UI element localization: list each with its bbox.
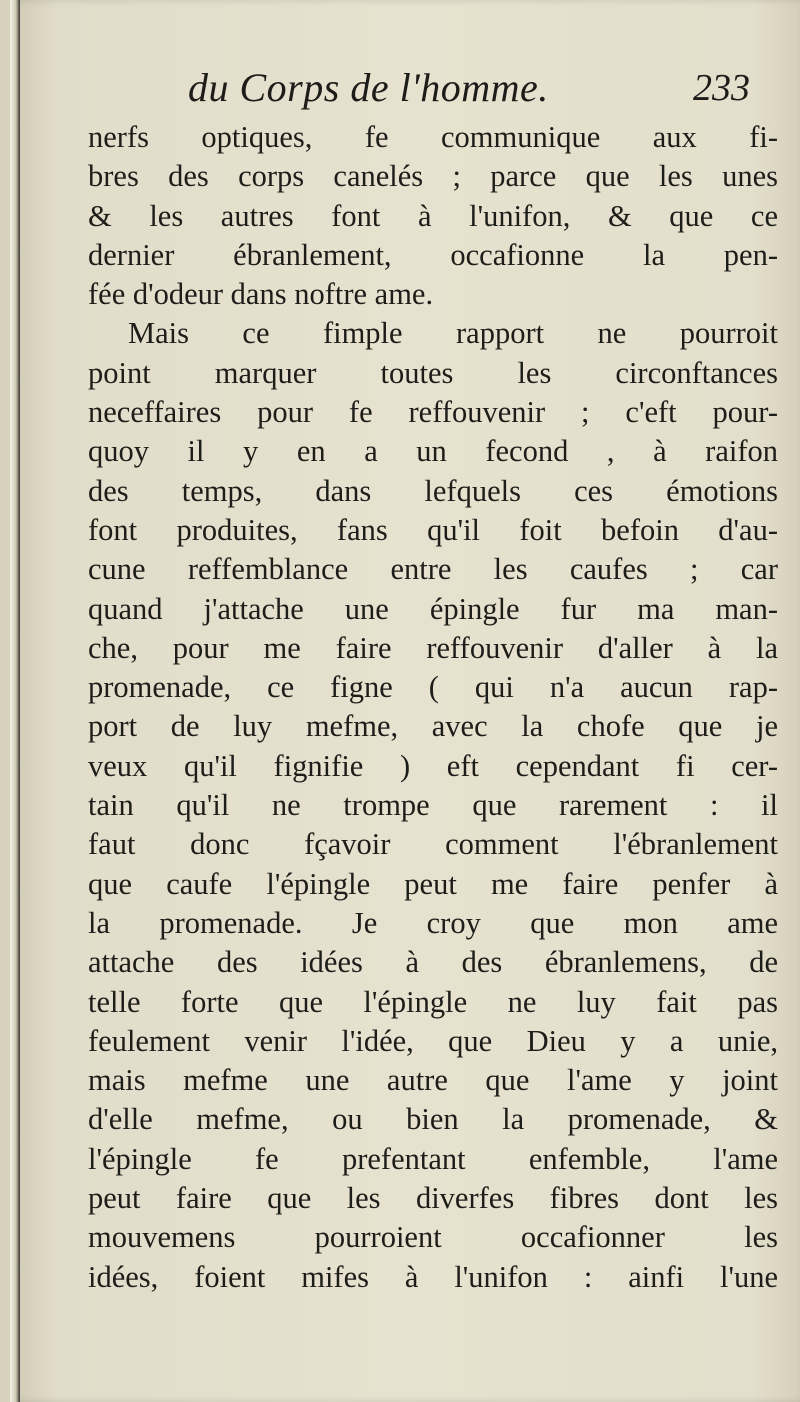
page-header bbox=[188, 64, 750, 108]
text-line: feulement venir l'idée, que Dieu y a unie, bbox=[88, 1023, 778, 1058]
page-gutter-edge bbox=[10, 0, 20, 1402]
text-line: port de luy mefme, avec la chofe que je bbox=[88, 709, 778, 744]
text-line: faut donc fçavoir comment l'ébranlement bbox=[88, 827, 778, 862]
book-page bbox=[10, 0, 800, 1402]
page-number: 233 bbox=[693, 67, 750, 109]
text-line: l'épingle fe prefentant enfemble, l'ame bbox=[88, 1141, 778, 1176]
text-line: neceffaires pour fe reffouvenir ; c'eft pour- bbox=[88, 395, 778, 430]
text-line: la promenade. Je croy que mon ame bbox=[88, 905, 778, 940]
text-line: fée d'odeur dans noftre ame. bbox=[88, 277, 434, 312]
text-line: telle forte que l'épingle ne luy fait pas bbox=[88, 984, 778, 1019]
text-line: nerfs optiques, fe communique aux fi- bbox=[88, 120, 778, 154]
text-line: attache des idées à des ébranlemens, de bbox=[88, 945, 778, 980]
text-line: dernier ébranlement, occafionne la pen- bbox=[88, 237, 778, 272]
text-line: quand j'attache une épingle fur ma man- bbox=[88, 591, 778, 626]
text-line: d'elle mefme, ou bien la promenade, & bbox=[88, 1102, 778, 1137]
text-line: Mais ce fimple rapport ne pourroit bbox=[128, 316, 778, 351]
text-line: des temps, dans lefquels ces émotions bbox=[88, 473, 778, 508]
text-line: point marquer toutes les circonftances bbox=[88, 355, 778, 390]
text-line: font produites, fans qu'il foit befoin d'au- bbox=[88, 512, 778, 547]
running-head: du Corps de l'homme. bbox=[188, 65, 549, 110]
text-line: promenade, ce figne ( qui n'a aucun rap- bbox=[88, 670, 778, 705]
text-line: peut faire que les diverfes fibres dont les bbox=[88, 1181, 778, 1216]
text-line: tain qu'il ne trompe que rarement : il bbox=[88, 788, 778, 823]
text-line: que caufe l'épingle peut me faire penfer à bbox=[88, 866, 778, 901]
text-line: mouvemens pourroient occafionner les bbox=[88, 1220, 778, 1255]
text-line: veux qu'il fignifie ) eft cependant fi cer- bbox=[88, 748, 778, 783]
text-line: che, pour me faire reffouvenir d'aller à la bbox=[88, 630, 778, 665]
text-line: bres des corps canelés ; parce que les unes bbox=[88, 159, 778, 194]
body-text bbox=[88, 118, 778, 1297]
text-line: mais mefme une autre que l'ame y joint bbox=[88, 1063, 778, 1098]
text-line: cune reffemblance entre les caufes ; car bbox=[88, 552, 778, 587]
text-line: quoy il y en a un fecond , à raifon bbox=[88, 434, 778, 469]
text-line: idées, foient mifes à l'unifon : ainfi l'une bbox=[88, 1259, 778, 1294]
text-line: & les autres font à l'unifon, & que ce bbox=[88, 198, 778, 233]
